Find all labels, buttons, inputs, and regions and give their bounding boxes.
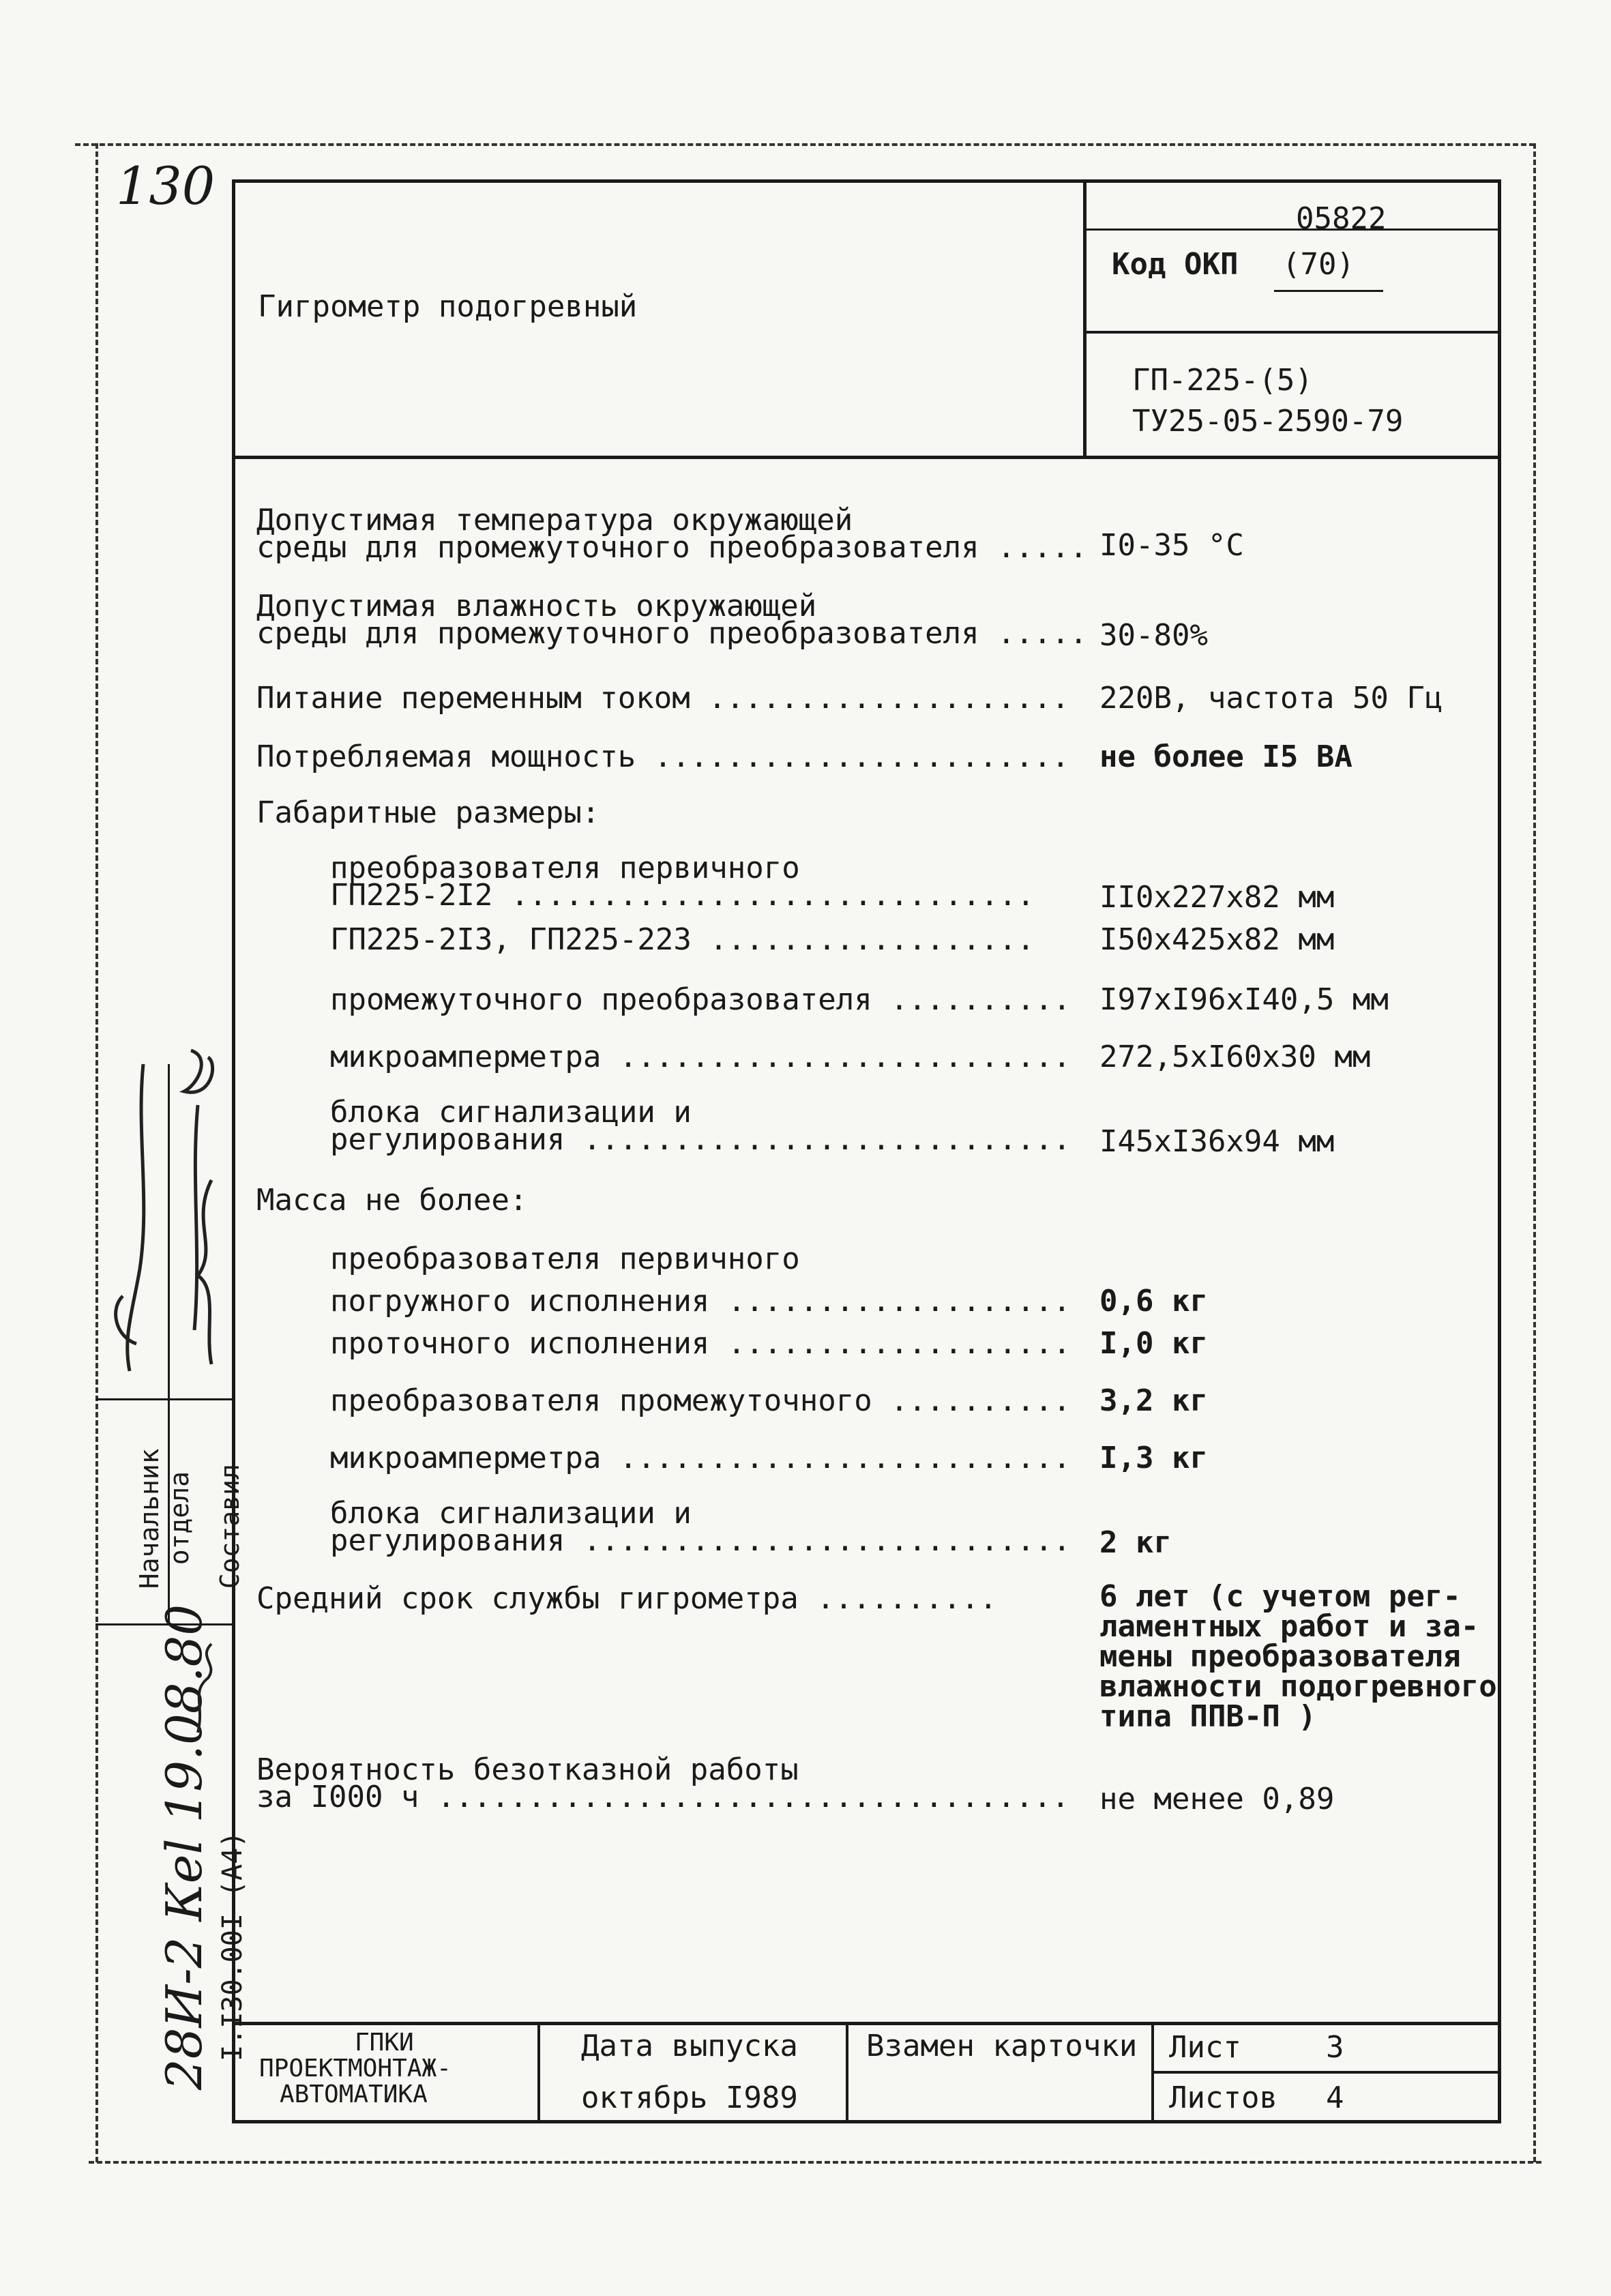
frame-bottom [232,2120,1501,2123]
page-bottom-border [89,2161,1541,2164]
mass-submerged-value: 0,6 кг [1099,1284,1208,1319]
power-label: Питание переменным током .................... [256,681,1070,716]
mass-block-label-2: регулирования ........................... [330,1523,1071,1558]
dims-intermediate-label: промежуточного преобразователя .......... [330,982,1071,1017]
header-vertical-divider [1083,179,1087,458]
okp-value-underline [1274,290,1383,292]
frame-top [232,179,1501,183]
sheets-value: 4 [1326,2080,1344,2115]
page-top-border [75,143,1535,146]
replaces-card-label: Взамен карточки [866,2029,1138,2063]
mass-submerged-label: погружного исполнения ................... [330,1284,1071,1319]
signature-small [184,1637,232,1739]
service-life-value-5: типа ППВ-П ) [1099,1699,1316,1734]
side-form-code-text: I.I30.00I (А4) [217,1831,248,2061]
sheets-label: Листов [1169,2080,1277,2115]
dims-block-label-1: блока сигнализации и [330,1095,692,1130]
sheet-value: 3 [1326,2030,1344,2065]
mass-block-label-1: блока сигнализации и [330,1496,692,1531]
page-right-border [1533,143,1536,2162]
humidity-label-1: Допустимая влажность окружающей [256,589,817,623]
mass-block-value: 2 кг [1099,1525,1172,1560]
release-date-value: октябрь I989 [581,2080,798,2115]
dims-primary-label-1: преобразователя первичного [330,851,800,885]
release-date-label: Дата выпуска [581,2029,798,2063]
reliability-label-1: Вероятность безотказной работы [256,1752,799,1787]
dims-intermediate-value: I97xI96xI40,5 мм [1099,982,1389,1017]
okp-label: Код ОКП [1112,247,1239,282]
header-bottom-line [232,456,1501,459]
consumption-value: не более I5 ВА [1099,739,1353,774]
mass-flow-value: I,0 кг [1099,1326,1208,1361]
dims-block-value: I45xI36x94 мм [1099,1124,1335,1159]
frame-right [1498,179,1501,2123]
model-designation: ГП-225-(5) [1132,363,1313,398]
code-number: 05822 [1296,201,1387,236]
dims-block-label-2: регулирования ........................... [330,1122,1071,1157]
reliability-value: не менее 0,89 [1099,1782,1335,1816]
side-head-label-2: отдела [164,1471,194,1565]
footer-col-2 [846,2022,848,2121]
dims-primary-label-2: ГП225-2I2 ............................. [330,878,1035,913]
temp-label-2: среды для промежуточного преобразователя ..... [256,530,1088,565]
side-head-label-1: Начальник [134,1448,164,1589]
consumption-label: Потребляемая мощность ....................... [256,739,1070,774]
spec-number: ТУ25-05-2590-79 [1132,404,1404,439]
service-life-label: Средний срок службы гигрометра .......... [256,1581,998,1616]
footer-sheet-divider [1151,2071,1501,2074]
sheet-label: Лист [1169,2030,1241,2065]
dims-primary-value-2: I50x425x82 мм [1099,922,1335,957]
reliability-label-2: за I000 ч ................................... [256,1780,1070,1814]
okp-line-bottom [1083,331,1499,334]
side-divider-horizontal [95,1398,232,1400]
mass-flow-label: проточного исполнения ................... [330,1326,1071,1361]
document-title: Гигрометр подогревный [258,289,638,324]
page-left-border [95,143,98,2162]
dimensions-heading: Габаритные размеры: [256,795,600,830]
footer-col-1 [537,2022,540,2121]
side-compiled-label [183,1464,246,1620]
humidity-label-2: среды для промежуточного преобразователя ..... [256,616,1088,651]
temp-label-1: Допустимая температура окружающей [256,503,853,538]
service-life-value-1: 6 лет (с учетом рег- [1099,1579,1461,1614]
dims-microammeter-label: микроамперметра ......................... [330,1040,1071,1074]
temp-value: I0-35 °C [1099,528,1244,563]
signature-head [102,1050,171,1378]
page-number: 130 [116,156,216,216]
dims-primary-value-1: II0x227x82 мм [1099,880,1335,915]
org-name-3: АВТОМАТИКА [280,2080,428,2108]
mass-microammeter-label: микроамперметра ......................... [330,1441,1071,1475]
org-name-1: ГПКИ [355,2029,414,2057]
mass-heading: Масса не более: [256,1183,528,1218]
power-value: 220В, частота 50 Гц [1099,681,1443,716]
org-name-2: ПРОЕКТМОНТАЖ- [259,2055,452,2082]
mass-primary-label: преобразователя первичного [330,1241,800,1276]
okp-value: (70) [1282,247,1355,282]
service-life-value-2: ламентных работ и за- [1099,1609,1479,1644]
dims-primary-label-3: ГП225-2I3, ГП225-223 .................. [330,922,1035,957]
mass-microammeter-value: I,3 кг [1099,1441,1208,1475]
side-handwritten-date-text: 28И-2 Кеl 19.08.80 [156,1604,213,2091]
mass-intermediate-value: 3,2 кг [1099,1383,1208,1418]
humidity-value: 30-80% [1099,618,1208,653]
okp-line-top [1083,229,1499,231]
footer-top-line [232,2022,1501,2025]
service-life-value-3: мены преобразователя [1099,1639,1461,1674]
dims-microammeter-value: 272,5xI60x30 мм [1099,1040,1371,1074]
side-compiled-text: Составил [215,1464,245,1589]
mass-intermediate-label: преобразователя промежуточного .......... [330,1383,1071,1418]
signature-compiler [171,1044,232,1385]
service-life-value-4: влажности подогревного [1099,1669,1497,1704]
